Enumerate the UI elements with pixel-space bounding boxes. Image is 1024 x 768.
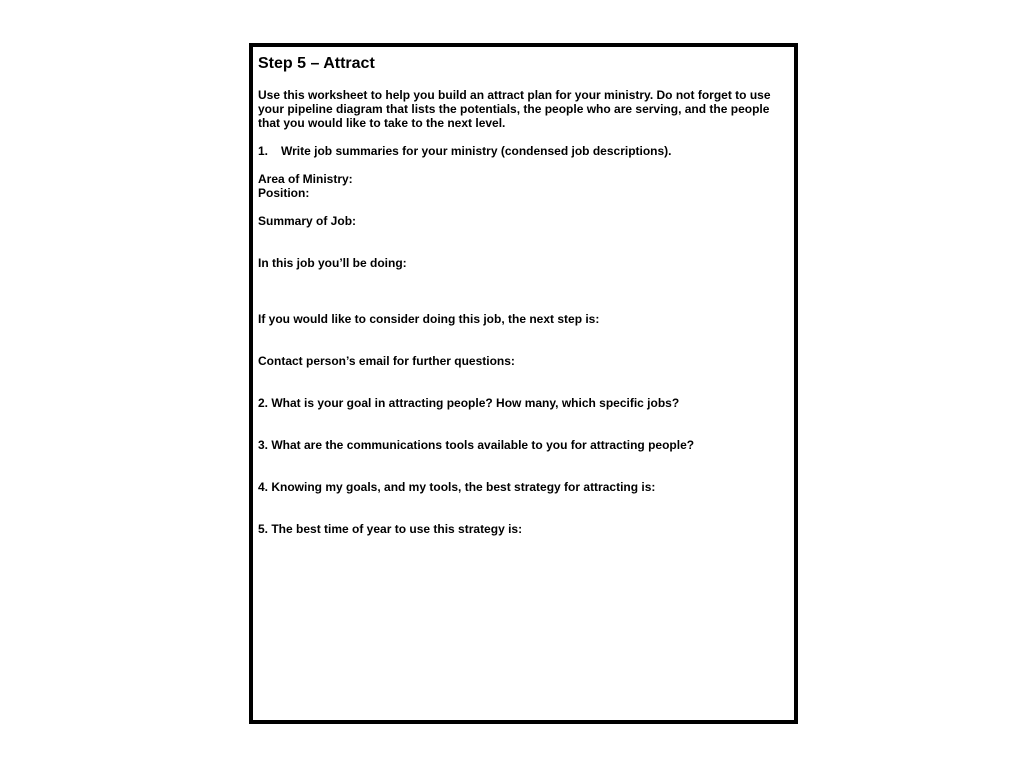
question-1-text: Write job summaries for your ministry (condensed job descriptions). [281, 144, 672, 158]
worksheet-page [249, 43, 798, 724]
question-1 [258, 144, 672, 158]
intro-paragraph: Use this worksheet to help you build an attract plan for your ministry. Do not forget to use your pipeline diagram that lists the potentials, the people who are serving, and the people that you would like to take to the next level. [258, 88, 771, 130]
question-1-number: 1. [258, 144, 269, 158]
worksheet-title: Step 5 – Attract [258, 55, 375, 72]
area-of-ministry-label: Area of Ministry: [258, 172, 353, 186]
job-duties-label: In this job you’ll be doing: [258, 256, 407, 270]
question-5: 5. The best time of year to use this strategy is: [258, 522, 523, 536]
question-3: 3. What are the communications tools available to you for attracting people? [258, 438, 695, 452]
summary-of-job-label: Summary of Job: [258, 214, 357, 228]
question-4: 4. Knowing my goals, and my tools, the best strategy for attracting is: [258, 480, 656, 494]
next-step-label: If you would like to consider doing this job, the next step is: [258, 312, 600, 326]
position-label: Position: [258, 186, 310, 200]
question-2: 2. What is your goal in attracting people? How many, which specific jobs? [258, 396, 680, 410]
contact-email-label: Contact person’s email for further questions: [258, 354, 515, 368]
